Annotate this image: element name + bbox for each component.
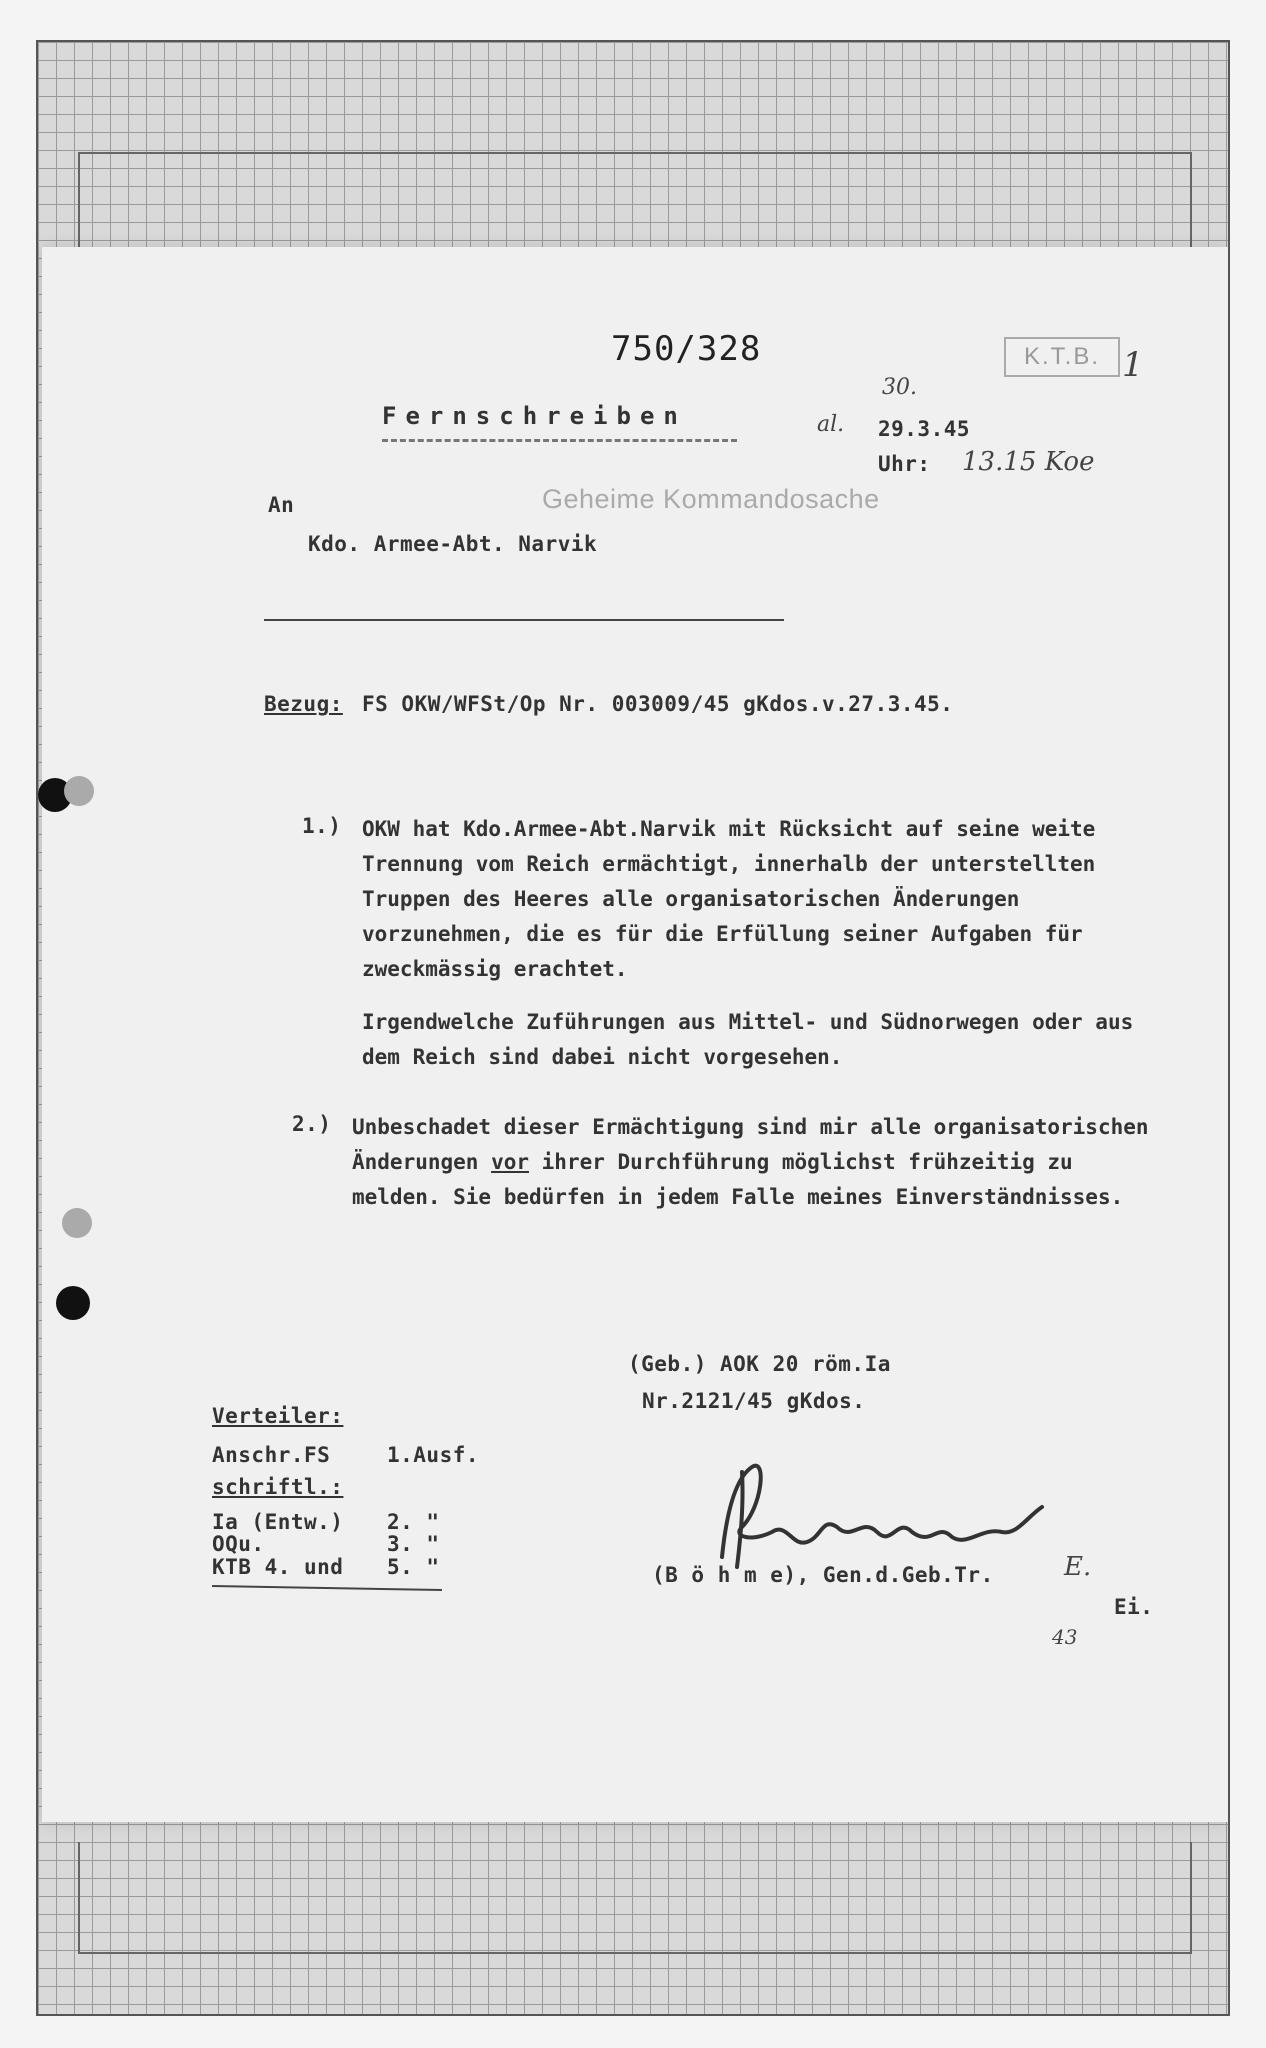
reference-label: Bezug: (264, 692, 343, 716)
handwritten-mark-e: E. (1064, 1552, 1092, 1582)
punch-hole-2 (62, 1208, 92, 1238)
address-label: An (268, 493, 295, 517)
paragraph-2-emphasis: vor (491, 1150, 530, 1174)
initials: Ei. (1114, 1595, 1154, 1619)
handwritten-mark-43: 43 (1052, 1625, 1078, 1649)
distribution-row-3-a: OQu. (212, 1532, 265, 1556)
paragraph-1-text-2: Irgendwelche Zuführungen aus Mittel- und Südnorwegen oder aus dem Reich sind dabei nicht vorgesehen. (362, 1010, 1134, 1069)
paragraph-1-number: 1.) (302, 814, 342, 838)
telegram-title: Fernschreiben (382, 402, 687, 430)
title-underline (382, 439, 737, 442)
ktb-stamp: K.T.B. (1004, 337, 1120, 377)
distribution-row-3-b: 3. " (387, 1532, 440, 1556)
distribution-row-2-b: 2. " (387, 1510, 440, 1534)
paragraph-1-text: OKW hat Kdo.Armee-Abt.Narvik mit Rücksicht auf seine weite Trennung vom Reich ermächtigt, innerhalb der unterstellten Truppen des Heeres alle organisatorischen Änderungen vorzunehmen, die es für die Erfüllung seiner Aufgaben für zweckmässig erachtet. (362, 817, 1096, 981)
signature-line: (B ö h m e), Gen.d.Geb.Tr. (652, 1563, 994, 1587)
distribution-label: Verteiler: (212, 1404, 344, 1428)
recipient: Kdo. Armee-Abt. Narvik (308, 532, 598, 556)
sender-line-1: (Geb.) AOK 20 röm.Ia (628, 1352, 891, 1376)
distribution-row-1-b: 1.Ausf. (387, 1443, 480, 1467)
distribution-row-4-b: 5. " (387, 1555, 440, 1579)
document-sheet (42, 247, 1228, 1822)
date-prefix-handwritten: al. (817, 412, 845, 437)
distribution-row-4-a: KTB 4. und (212, 1555, 344, 1579)
punch-hole-shadow (64, 776, 94, 806)
distribution-written-label: schriftl.: (212, 1475, 344, 1499)
handwritten-signature (682, 1447, 1062, 1577)
paragraph-2-text-b: ihrer Durchführung möglichst frühzeitig zu melden. Sie bedürfen in jedem Falle meines Einverständnisses. (352, 1150, 1124, 1209)
handwritten-mark: 1 (1122, 345, 1144, 385)
time-value-handwritten: 13.15 Koe (962, 447, 1095, 477)
paragraph-2-text-a: Unbeschadet dieser Ermächtigung sind mir alle organisatorischen Änderungen (352, 1115, 1149, 1174)
paragraph-2-number: 2.) (292, 1112, 332, 1136)
document-number: 750/328 (611, 329, 762, 369)
time-label: Uhr: (878, 452, 931, 476)
distribution-row-1-a: Anschr.FS (212, 1443, 331, 1467)
paragraph-2-text (352, 1110, 1162, 1215)
distribution-row-2-a: Ia (Entw.) (212, 1510, 344, 1534)
microfilm-frame (36, 40, 1230, 2016)
date-correction-handwritten: 30. (882, 375, 917, 400)
distribution-rule (212, 1585, 442, 1591)
address-rule (264, 619, 784, 621)
punch-hole-3 (56, 1286, 90, 1320)
sender-line-2: Nr.2121/45 gKdos. (642, 1389, 866, 1413)
classification-stamp: Geheime Kommandosache (542, 484, 880, 514)
date: 29.3.45 (878, 417, 971, 441)
frame-border-bottom (78, 1842, 1192, 1954)
reference-text: FS OKW/WFSt/Op Nr. 003009/45 gKdos.v.27.3.45. (362, 692, 954, 716)
